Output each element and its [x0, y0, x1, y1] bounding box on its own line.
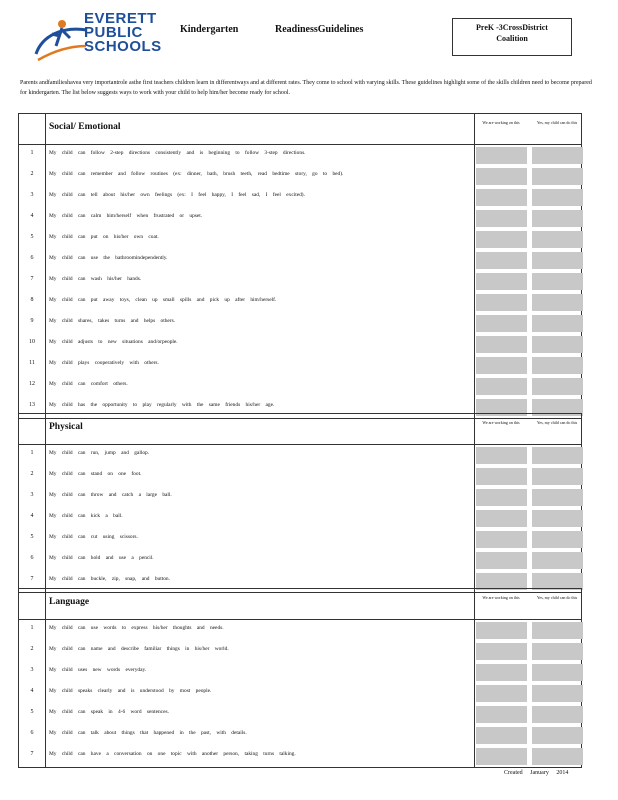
can-do-this-cell[interactable]	[532, 622, 583, 639]
can-do-this-cell[interactable]	[532, 336, 583, 353]
row-number: 3	[30, 492, 34, 498]
section-1	[18, 413, 582, 593]
checklist-row	[19, 620, 581, 641]
section-header	[19, 589, 581, 620]
section-title: Physical	[49, 422, 83, 432]
column-header-already: Yes, my child can do this	[536, 595, 578, 600]
working-on-this-cell[interactable]	[476, 315, 527, 332]
row-number: 10	[29, 339, 35, 345]
row-text: My child can talk about things that happened in the past, with details.	[49, 730, 247, 736]
section-header	[19, 414, 581, 445]
row-text: My child can kick a ball.	[49, 513, 123, 519]
row-number: 2	[30, 646, 34, 652]
checklist-row	[19, 334, 581, 355]
row-text: My child can have a conversation on one topic with another person, taking turns talking.	[49, 751, 296, 757]
can-do-this-cell[interactable]	[532, 378, 583, 395]
coalition-box	[452, 18, 572, 56]
row-number: 7	[30, 276, 34, 282]
column-header-working: We are working on this	[482, 420, 520, 425]
row-number: 5	[30, 709, 34, 715]
row-number: 7	[30, 751, 34, 757]
can-do-this-cell[interactable]	[532, 706, 583, 723]
section-2	[18, 588, 582, 768]
row-number: 4	[30, 213, 34, 219]
can-do-this-cell[interactable]	[532, 252, 583, 269]
can-do-this-cell[interactable]	[532, 643, 583, 660]
working-on-this-cell[interactable]	[476, 252, 527, 269]
working-on-this-cell[interactable]	[476, 336, 527, 353]
can-do-this-cell[interactable]	[532, 357, 583, 374]
working-on-this-cell[interactable]	[476, 168, 527, 185]
can-do-this-cell[interactable]	[532, 189, 583, 206]
row-text: My child can use the bathroomindependently.	[49, 255, 168, 261]
checklist-row	[19, 466, 581, 487]
working-on-this-cell[interactable]	[476, 294, 527, 311]
row-text: My child can wash his/her hands.	[49, 276, 142, 282]
row-text: My child can use words to express his/her thoughts and needs.	[49, 625, 224, 631]
can-do-this-cell[interactable]	[532, 447, 583, 464]
checklist-row	[19, 250, 581, 271]
row-text: My child can hold and use a pencil.	[49, 555, 154, 561]
row-number: 4	[30, 688, 34, 694]
working-on-this-cell[interactable]	[476, 489, 527, 506]
working-on-this-cell[interactable]	[476, 685, 527, 702]
checklist-row	[19, 550, 581, 571]
working-on-this-cell[interactable]	[476, 447, 527, 464]
working-on-this-cell[interactable]	[476, 510, 527, 527]
row-text: My child can remember and follow routines (ex: dinner, bath, brush teeth, read bedtime story, go to bed).	[49, 171, 344, 177]
checklist-row	[19, 662, 581, 683]
checklist-row	[19, 166, 581, 187]
row-number: 1	[30, 150, 34, 156]
working-on-this-cell[interactable]	[476, 664, 527, 681]
row-number: 6	[30, 255, 34, 261]
everett-public-schools-logo	[30, 12, 170, 64]
row-number: 13	[29, 402, 35, 408]
checklist-row	[19, 508, 581, 529]
can-do-this-cell[interactable]	[532, 727, 583, 744]
row-number: 6	[30, 730, 34, 736]
row-number: 5	[30, 234, 34, 240]
logo-swoosh-icon	[32, 16, 92, 66]
working-on-this-cell[interactable]	[476, 378, 527, 395]
row-number: 3	[30, 192, 34, 198]
row-text: My child can run, jump and gallop.	[49, 450, 150, 456]
checklist-row	[19, 376, 581, 397]
section-title: Language	[49, 597, 90, 607]
row-number: 4	[30, 513, 34, 519]
checklist-row	[19, 641, 581, 662]
title-kindergarten: Kindergarten	[180, 24, 239, 35]
row-text: My child speaks clearly and is understood by most people.	[49, 688, 212, 694]
row-text: My child can throw and catch a large ball.	[49, 492, 172, 498]
checklist-row	[19, 529, 581, 550]
checklist-row	[19, 292, 581, 313]
row-number: 12	[29, 381, 35, 387]
created-date: Created January 2014	[504, 770, 569, 776]
working-on-this-cell[interactable]	[476, 622, 527, 639]
can-do-this-cell[interactable]	[532, 273, 583, 290]
working-on-this-cell[interactable]	[476, 273, 527, 290]
logo-line-2: PUBLIC	[84, 24, 143, 41]
checklist-row	[19, 746, 581, 767]
working-on-this-cell[interactable]	[476, 210, 527, 227]
checklist-row	[19, 683, 581, 704]
working-on-this-cell[interactable]	[476, 468, 527, 485]
working-on-this-cell[interactable]	[476, 357, 527, 374]
section-0	[18, 113, 582, 419]
checklist-row	[19, 704, 581, 725]
checklist-row	[19, 187, 581, 208]
can-do-this-cell[interactable]	[532, 685, 583, 702]
row-number: 3	[30, 667, 34, 673]
checklist-row	[19, 229, 581, 250]
column-header-working: We are working on this	[482, 120, 520, 125]
row-text: My child can stand on one foot.	[49, 471, 142, 477]
row-number: 7	[30, 576, 34, 582]
row-number: 2	[30, 171, 34, 177]
row-number: 9	[30, 318, 34, 324]
row-text: My child can speak in 4-6 word sentences.	[49, 709, 169, 715]
can-do-this-cell[interactable]	[532, 531, 583, 548]
checklist-row	[19, 445, 581, 466]
row-text: My child can comfort others.	[49, 381, 128, 387]
row-text: My child can tell about his/her own feelings (ex: I feel happy, I feel sad, I feel excited).	[49, 192, 305, 198]
section-title: Social/ Emotional	[49, 122, 121, 132]
working-on-this-cell[interactable]	[476, 643, 527, 660]
can-do-this-cell[interactable]	[532, 294, 583, 311]
can-do-this-cell[interactable]	[532, 748, 583, 765]
logo-line-3: SCHOOLS	[84, 38, 162, 55]
row-text: My child adjusts to new situations and/orpeople.	[49, 339, 178, 345]
coalition-line-1: PreK -3CrossDistrict	[476, 23, 548, 32]
checklist-row	[19, 145, 581, 166]
can-do-this-cell[interactable]	[532, 510, 583, 527]
row-number: 1	[30, 450, 34, 456]
row-text: My child shares, takes turns and helps others.	[49, 318, 176, 324]
section-header	[19, 114, 581, 145]
row-text: My child uses new words everyday.	[49, 667, 147, 673]
row-text: My child can follow 2-step directions consistently and is beginning to follow 3-step directions.	[49, 150, 306, 156]
working-on-this-cell[interactable]	[476, 727, 527, 744]
row-number: 5	[30, 534, 34, 540]
can-do-this-cell[interactable]	[532, 147, 583, 164]
working-on-this-cell[interactable]	[476, 552, 527, 569]
can-do-this-cell[interactable]	[532, 210, 583, 227]
row-text: My child can cut using scissors.	[49, 534, 138, 540]
working-on-this-cell[interactable]	[476, 531, 527, 548]
title-readiness-guidelines: ReadinessGuidelines	[275, 24, 364, 35]
row-number: 2	[30, 471, 34, 477]
can-do-this-cell[interactable]	[532, 315, 583, 332]
checklist-row	[19, 313, 581, 334]
column-header-working: We are working on this	[482, 595, 520, 600]
can-do-this-cell[interactable]	[532, 664, 583, 681]
row-text: My child can calm him/herself when frustrated or upset.	[49, 213, 203, 219]
working-on-this-cell[interactable]	[476, 706, 527, 723]
row-number: 6	[30, 555, 34, 561]
row-text: My child can buckle, zip, snap, and button.	[49, 576, 170, 582]
can-do-this-cell[interactable]	[532, 231, 583, 248]
checklist-row	[19, 487, 581, 508]
row-text: My child can put away toys, clean up small spills and pick up after him/herself.	[49, 297, 277, 303]
row-text: My child plays cooperatively with others.	[49, 360, 159, 366]
row-number: 1	[30, 625, 34, 631]
row-number: 8	[30, 297, 34, 303]
checklist-row	[19, 725, 581, 746]
working-on-this-cell[interactable]	[476, 231, 527, 248]
can-do-this-cell[interactable]	[532, 489, 583, 506]
coalition-line-2: Coalition	[496, 34, 528, 43]
can-do-this-cell[interactable]	[532, 468, 583, 485]
row-number: 11	[29, 360, 35, 366]
row-text: My child can put on his/her own coat.	[49, 234, 159, 240]
checklist-row	[19, 355, 581, 376]
column-header-already: Yes, my child can do this	[536, 420, 578, 425]
row-text: My child can name and describe familiar things in his/her world.	[49, 646, 229, 652]
working-on-this-cell[interactable]	[476, 147, 527, 164]
intro-paragraph: Parents andfamilieshavea very importantrole asthe first teachers children learn in differentways and at different rates. They come to school with varying skills. These guidelines highlight some of the skills children need to become prepared for kindergarten. The list below suggests ways to work with your child to help him/her become ready for school.	[20, 80, 592, 96]
row-text: My child has the opportunity to play regularly with the same friends his/her age.	[49, 402, 275, 408]
logo-line-1: EVERETT	[84, 10, 157, 27]
can-do-this-cell[interactable]	[532, 168, 583, 185]
column-header-already: Yes, my child can do this	[536, 120, 578, 125]
checklist-row	[19, 208, 581, 229]
working-on-this-cell[interactable]	[476, 748, 527, 765]
can-do-this-cell[interactable]	[532, 552, 583, 569]
checklist-row	[19, 271, 581, 292]
working-on-this-cell[interactable]	[476, 189, 527, 206]
